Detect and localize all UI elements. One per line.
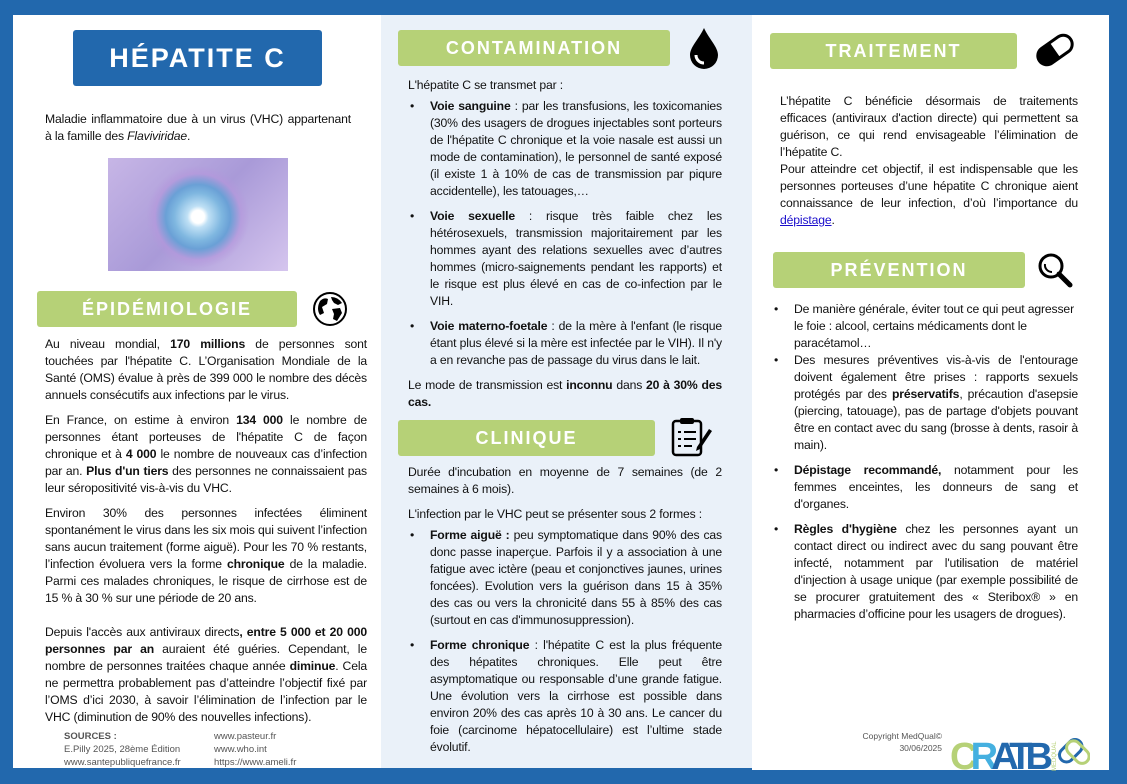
bold-text: , entre 5 000 et 20 000 personnes par an [45, 625, 367, 656]
copyright-text: Copyright MedQual© [862, 731, 942, 741]
text-run: Maladie inflammatoire due à un virus (VHC) appartenant à la famille des [45, 112, 351, 143]
source-item: E.Pilly 2025, 28ème Édition [64, 744, 181, 755]
text-run: peu symptomatique dans 90% des cas donc passe inaperçue. Parfois il y a association à une fatigue avec ictère (peau et conjonctives jaunes, urines foncées). Evolution vers la guérison dans 15 à 35% des cas ou vers la chronicité dans 55 à 85% des cas (surtout en cas d'immunosuppression). [430, 528, 722, 627]
epidemiology-text [45, 336, 367, 734]
copyright-date: 30/06/2025 [899, 743, 942, 753]
text-run: de la maladie. Parmi ces malades chroniques, le risque de cirrhose est de 15 % à 30 % sur une période de 20 ans. [45, 557, 367, 605]
bold-text: diminue [289, 659, 336, 673]
virus-image [108, 158, 288, 271]
bold-text: Voie sexuelle [430, 209, 516, 223]
middle-column [381, 15, 752, 768]
magnifier-icon [1036, 251, 1074, 289]
epidemiology-paragraph [45, 624, 367, 726]
bold-text: Dépistage recommandé, [794, 463, 942, 477]
bold-text: 134 000 [236, 413, 283, 427]
prevention-item [772, 521, 1078, 623]
bold-text: 20 à 30% des cas. [408, 378, 722, 409]
bold-text: Forme aiguë : [430, 528, 510, 542]
text-run: le nombre de personnes étant porteuses de l'hépatite C de façon chronique et à [45, 413, 368, 461]
epidemiology-heading: ÉPIDÉMIOLOGIE [37, 291, 297, 327]
text-run: En France, on estime à environ [45, 413, 237, 427]
bold-text: Plus d'un tiers [86, 464, 169, 478]
clipboard-icon [669, 415, 713, 459]
text-run: : de la mère à l'enfant (le risque étant plus élevé si la mère est infectée par le VIH). Il n'y a en revanche pas de passage du virus dans le lait. [430, 319, 722, 367]
epidemiology-paragraph [45, 505, 367, 607]
bold-text: préservatifs [892, 387, 960, 401]
contamination-item [408, 318, 722, 369]
traitement-end: . [831, 213, 835, 227]
prevention-item [772, 352, 1078, 454]
traitement-heading: TRAITEMENT [770, 33, 1017, 69]
text-run: auraient été guéries. Cependant, le nombre de personnes traitées chaque année [45, 642, 367, 673]
intro-text [45, 111, 351, 145]
prevention-text [772, 301, 1078, 631]
bold-text: Forme chronique [430, 638, 530, 652]
text-run: Environ 30% des personnes infectées éliminent spontanément le virus dans les six mois qui suivent l’infection sans aucun traitement (forme aiguë). Pour les 70 % restants, l’infection évoluera vers la forme [45, 506, 367, 571]
text-run: chez les personnes ayant un contact direct ou indirect avec du sang pouvant être infecté, notamment par l'utilisation de matériel d'injection à usage unique (par exemple possibilité de se procurer gratuitement des « Steribox® » en pharmacies d’officine pour les usagers de drogues). [794, 522, 1078, 621]
text-run: : l'hépatite C est la plus fréquente des hépatites chroniques. Elle peut être asymptomatique ou responsable d’une grande fatigue. Une évolution vers la cirrhose est possible dans environ 20% des cas après 10 à 30 ans. Le cancer du foie (carcinome hépatocellulaire) est l’ultime stade évolutif. [430, 638, 722, 754]
contamination-item [408, 208, 722, 310]
copyright [840, 730, 942, 754]
clinique-heading: CLINIQUE [398, 420, 655, 456]
text-run: notamment pour les femmes enceintes, les donneurs de sang et d'organes. [794, 463, 1079, 511]
clinique-item [408, 527, 722, 629]
text-run: . [186, 129, 191, 143]
bold-text: Voie sanguine [430, 99, 511, 113]
epidemiology-paragraph [45, 412, 367, 497]
italic-text: Flaviviridae [127, 129, 187, 143]
depistage-link[interactable]: dépistage [780, 213, 832, 227]
prevention-item [772, 301, 1078, 352]
cratb-logo [950, 737, 1090, 773]
bold-text: Règles d'hygiène [794, 522, 897, 536]
contamination-item [408, 98, 722, 200]
drop-icon [687, 27, 721, 69]
clinique-incubation: Durée d'incubation en moyenne de 7 semaines (de 2 semaines à 6 mois). [408, 465, 722, 496]
globe-icon [312, 291, 348, 327]
bold-text: chronique [226, 557, 285, 571]
epidemiology-paragraph [45, 336, 367, 404]
source-item: www.santepubliquefrance.fr [64, 757, 181, 768]
sources [64, 730, 181, 769]
right-column [752, 15, 1109, 773]
svg-text:CRATB: CRATB [950, 737, 1050, 773]
bold-text: 4 000 [125, 447, 157, 461]
sources-web [214, 730, 296, 769]
pill-icon [1034, 32, 1076, 68]
text-run: De manière générale, éviter tout ce qui peut agresser le foie : alcool, certains médicaments dont le paracétamol… [794, 302, 1074, 350]
source-link[interactable]: www.pasteur.fr [214, 731, 277, 742]
text-run: Depuis l'accès aux antiviraux directs [45, 625, 240, 639]
text-run: dans [612, 378, 647, 392]
sources-label: SOURCES : [64, 731, 117, 742]
prevention-item [772, 462, 1078, 513]
left-column [13, 15, 381, 768]
page-title: HÉPATITE C [73, 30, 322, 86]
text-run: de personnes sont touchées par l'hépatite C. L’Organisation Mondiale de la Santé (OMS) évalue à près de 399 000 le nombre des décès annuels consécutifs aux infections par le virus. [45, 337, 367, 402]
contamination-outro [408, 377, 722, 411]
text-run: : par les transfusions, les toxicomanies (30% des usagers de drogues injectables sont porteurs de l'hépatite C chronique et la voie nasale est aussi un mode de contamination), le personnel de santé exposé (il existe 1 à 10% de cas de transmission par piqure accidentelle), les tatouages,… [430, 99, 722, 198]
contamination-intro: L'hépatite C se transmet par : [408, 78, 563, 92]
source-link[interactable]: https://www.ameli.fr [214, 757, 297, 768]
svg-text:MEDQUAL: MEDQUAL [1052, 741, 1058, 771]
text-run: Des mesures préventives vis-à-vis de l'entourage doivent également être prises : rapports sexuels protégés par des [794, 353, 1078, 401]
text-run: . Cela ne permettra probablement pas d’atteindre l’objectif fixé par l’OMS d’ici 2030, à savoir l’élimination de l’infection par le VHC (diminution de 90% des nouvelles infections). [45, 659, 368, 724]
text-run: des personnes ne connaissaient pas leur séropositivité vis-à-vis du VHC. [45, 464, 367, 495]
bold-text: 170 millions [170, 337, 246, 351]
text-run: Le mode de transmission est [408, 378, 567, 392]
traitement-text [780, 93, 1078, 229]
clinique-text [408, 464, 722, 764]
bold-text: inconnu [566, 378, 613, 392]
contamination-heading: CONTAMINATION [398, 30, 670, 66]
bold-text: Voie materno-foetale [430, 319, 548, 333]
clinique-forms-intro: L'infection par le VHC peut se présenter sous 2 formes : [408, 507, 703, 521]
contamination-text [408, 77, 722, 419]
traitement-text-run: Pour atteindre cet objectif, il est indispensable que les personnes porteuses d’une hépatite C chronique aient connaissance de leur infection, d’où l’importance du [780, 162, 1078, 210]
traitement-paragraph-2 [780, 161, 1078, 229]
prevention-heading: PRÉVENTION [773, 252, 1025, 288]
text-run: Au niveau mondial, [45, 337, 171, 351]
text-run: : risque très faible chez les hétérosexuels, transmission majoritairement par les hommes ayant des relations sexuelles avec d’autres hommes (micro-saignements pendant les rapports) et le risque est plus élevé en cas de co-infection par le VIH. [430, 209, 722, 308]
text-run: le nombre de nouveaux cas d’infection par an. [45, 447, 368, 478]
traitement-paragraph: L’hépatite C bénéficie désormais de traitements efficaces (antiviraux d'action directe) qui permettent sa guérison, ce qui rend envisageable l’élimination de l’hépatite C. [780, 94, 1078, 159]
text-run: , précaution d'asepsie (piercing, tatouage), pas de partage d'objets pouvant être en contact avec du sang (brosse à dents, rasoir à main). [794, 387, 1078, 452]
clinique-item [408, 637, 722, 756]
source-link[interactable]: www.who.int [214, 744, 267, 755]
